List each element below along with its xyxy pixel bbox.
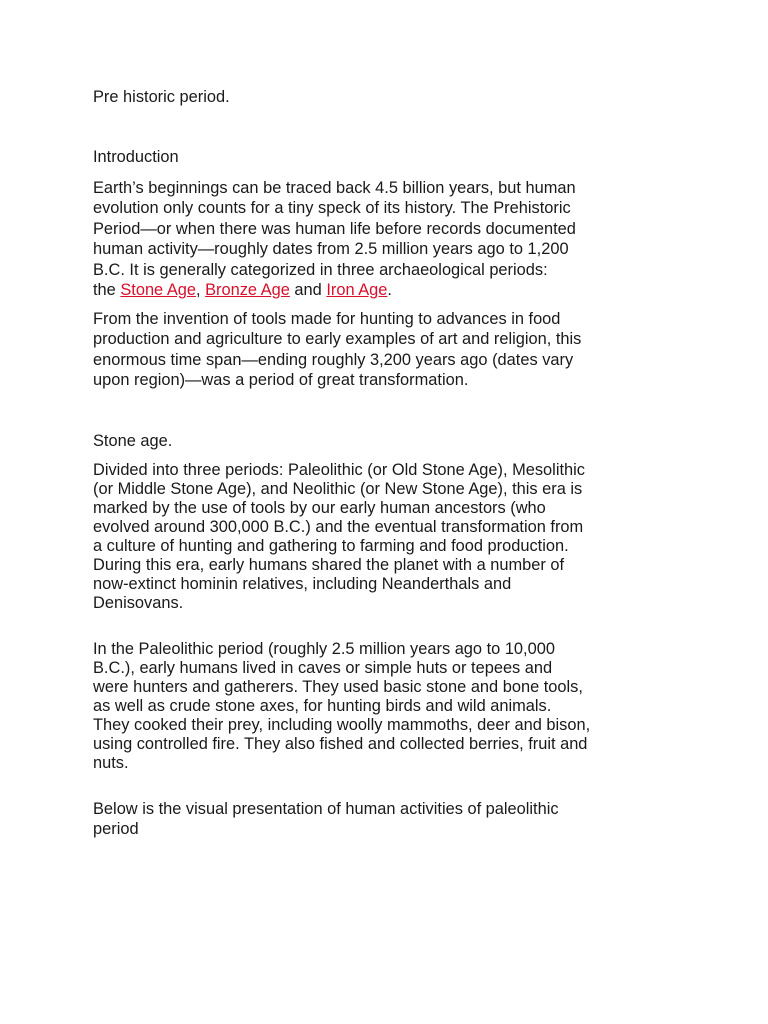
sentence-end-period: .: [387, 281, 392, 300]
visual-presentation-paragraph: Below is the visual presentation of human activities of paleolithic period: [93, 800, 559, 839]
paleolithic-paragraph: In the Paleolithic period (roughly 2.5 million years ago to 10,000 B.C.), early humans lived in caves or simple huts or tepees and were hunters and gatherers. They used basic stone and bone tools, as well as crude stone axes, for hunting birds and wild animals. They cooked their prey, including woolly mammoths, deer and bison, using controlled fire. They also fished and collected berries, fruit and nuts.: [93, 640, 591, 772]
stone-age-paragraph: Divided into three periods: Paleolithic (or Old Stone Age), Mesolithic (or Middle Stone Age), and Neolithic (or New Stone Age), this era is marked by the use of tools by our early human ancestors (who evolved around 300,000 B.C.) and the eventual transformation from a culture of hunting and gathering to farming and food production. During this era, early humans shared the planet with a number of now-extinct hominin relatives, including Neanderthals and Denisovans.: [93, 461, 585, 612]
stone-age-link[interactable]: Stone Age: [120, 281, 196, 300]
introduction-paragraph-1-text: Earth’s beginnings can be traced back 4.5 billion years, but human evolution only counts for a tiny speck of its history. The Prehistoric Period—or when there was human life before records documented human activity—roughly dates from 2.5 million years ago to 1,200 B.C. It is generally categorized in three archaeological periods: the: [93, 179, 576, 300]
document-title: Pre historic period.: [93, 88, 230, 106]
separator-and: and: [289, 281, 327, 300]
introduction-paragraph-2: From the invention of tools made for hunting to advances in food production and agriculture to early examples of art and religion, this enormous time span—ending roughly 3,200 years ago (dates vary upon region)—was a period of great transformation.: [93, 310, 582, 390]
bronze-age-link[interactable]: Bronze Age: [205, 281, 290, 300]
separator-comma: ,: [196, 281, 206, 300]
stone-age-heading: Stone age.: [93, 432, 173, 450]
introduction-heading: Introduction: [93, 148, 179, 166]
introduction-paragraph-1: [93, 178, 683, 300]
iron-age-link[interactable]: Iron Age: [326, 281, 388, 300]
